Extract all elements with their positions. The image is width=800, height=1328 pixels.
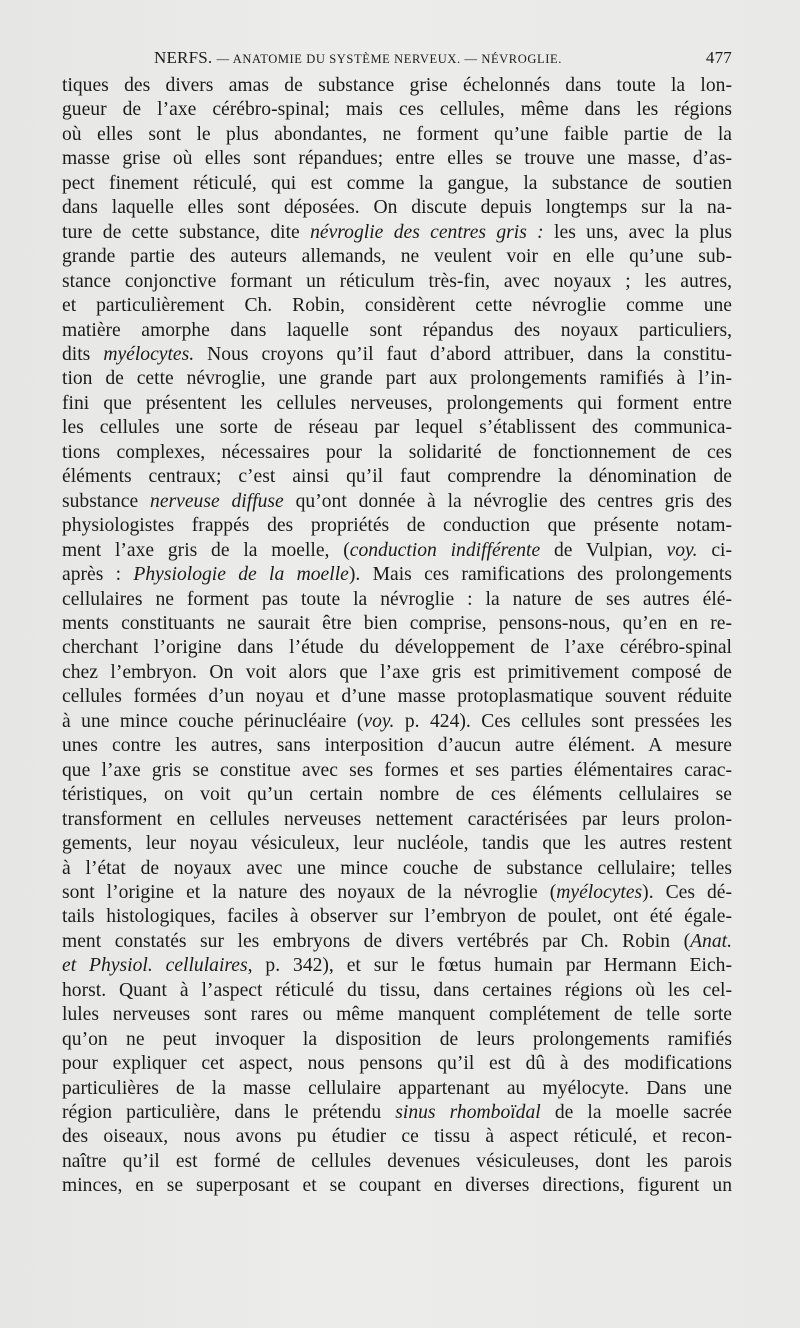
text-line [62,343,732,367]
text-line [62,392,732,416]
text-segment: et particulièrement Ch. Robin, considèrent cette névroglie comme une [62,295,732,317]
text-line [62,979,732,1003]
running-title: NERFS. [154,48,213,67]
text-segment: à l’état de noyaux avec une mince couche de substance cellulaire; telles [62,857,732,879]
text-segment: cellules formées d’un noyau et d’une masse protoplasmatique souvent réduite [62,686,732,708]
text-segment: les cellules une sorte de réseau par lequel s’établissent des communica- [62,417,732,439]
text-line [62,881,732,905]
text-segment: minces, en se superposant et se coupant en diverses directions, figurent un [62,1175,732,1197]
text-segment: tion de cette névroglie, une grande part aux prolongements ramifiés à l’in- [62,368,732,390]
text-line [62,416,732,440]
running-head [154,48,562,68]
italic-text: voy. [666,539,698,561]
text-line [62,1150,732,1174]
running-subtitle: — ANATOMIE DU SYSTÈME NERVEUX. — NÉVROGLIE. [216,52,562,66]
text-segment: dits [62,343,104,365]
italic-text: névroglie des centres gris : [310,221,544,243]
text-line [62,1028,732,1052]
text-line [62,319,732,343]
text-line [62,74,732,98]
text-line [62,514,732,538]
text-segment: masse grise où elles sont répandues; entre elles se trouve une masse, d’as- [62,148,732,170]
text-segment: , p. 342), et sur le fœtus humain par Hermann Eich- [247,955,732,977]
text-line [62,832,732,856]
text-segment: Nous croyons qu’il faut d’abord attribuer, dans la constitu- [194,343,732,365]
text-segment: p. 424). Ces cellules sont pressées les [394,710,732,732]
italic-text: voy. [363,710,395,732]
text-segment: fini que présentent les cellules nerveuses, prolongements qui forment entre [62,392,732,414]
text-segment: matière amorphe dans laquelle sont répandus des noyaux particuliers, [62,319,732,341]
text-segment: des oiseaux, nous avons pu étudier ce tissu à aspect réticulé, et recon- [62,1126,732,1148]
text-line [62,1125,732,1149]
text-segment: où elles sont le plus abondantes, ne forment qu’une faible partie de la [62,123,732,145]
body-text [62,74,732,1199]
text-segment: ment l’axe gris de la moelle, ( [62,539,350,561]
italic-text: myélocytes [556,881,643,903]
text-line [62,221,732,245]
text-segment: ture de cette substance, dite [62,221,311,243]
text-line [62,588,732,612]
text-segment: à une mince couche périnucléaire ( [62,710,364,732]
text-line [62,465,732,489]
text-line [62,734,732,758]
text-segment: sont l’origine et la nature des noyaux de la névroglie ( [62,881,557,903]
text-segment: de Vulpian, [540,539,667,561]
text-segment: pect finement réticulé, qui est comme la gangue, la substance de soutien [62,172,732,194]
text-segment: cellulaires ne forment pas toute la névroglie : la nature de ses autres élé- [62,588,732,610]
text-segment: lules nerveuses sont rares ou même manquent complétement de telle sorte [62,1004,732,1026]
text-line [62,123,732,147]
text-line [62,172,732,196]
text-segment: qu’on ne peut invoquer la disposition de leurs prolongements ramifiés [62,1028,732,1050]
text-segment: après : [62,564,134,586]
text-segment: substance [62,490,151,512]
text-segment: ). Ces dé- [642,881,732,903]
text-segment: éléments centraux; c’est ainsi qu’il faut comprendre la dénomination de [62,466,732,488]
text-line [62,710,732,734]
text-segment: région particulière, dans le prétendu [62,1102,396,1124]
text-segment: horst. Quant à l’aspect réticulé du tissu, dans certaines régions où les cel- [62,979,732,1001]
text-line [62,98,732,122]
text-line [62,1077,732,1101]
text-line [62,1052,732,1076]
italic-text: conduction indifférente [349,539,541,561]
text-segment: tiques des divers amas de substance grise échelonnés dans toute la lon- [62,75,732,96]
text-segment: physiologistes frappés des propriétés de conduction que présente notam- [62,515,732,537]
text-line [62,612,732,636]
text-line [62,441,732,465]
text-segment: que l’axe gris se constitue avec ses formes et ses parties élémentaires carac- [62,759,732,781]
text-segment: gueur de l’axe cérébro-spinal; mais ces cellules, même dans les régions [62,99,732,121]
text-line [62,294,732,318]
text-segment: transforment en cellules nerveuses nettement caractérisées par leurs prolon- [62,808,732,830]
text-line [62,196,732,220]
text-segment: ci- [697,539,732,561]
text-segment: téristiques, on voit qu’un certain nombre de ces éléments cellulaires se [62,784,732,806]
text-line [62,147,732,171]
text-line [62,1003,732,1027]
text-segment: grande partie des auteurs allemands, ne veulent voir en elle qu’une sub- [62,246,732,268]
text-line [62,539,732,563]
text-segment: qu’ont donnée à la névroglie des centres gris des [283,490,733,512]
text-segment: naître qu’il est formé de cellules devenues vésiculeuses, dont les parois [62,1150,732,1172]
italic-text: et Physiol. cellulaires [62,955,248,977]
text-line [62,685,732,709]
text-segment: de la moelle sacrée [540,1102,733,1124]
text-line [62,636,732,660]
text-segment: dans laquelle elles sont déposées. On discute depuis longtemps sur la na- [62,197,732,219]
text-segment: gements, leur noyau vésiculeux, leur nucléole, tandis que les autres restent [62,833,732,855]
text-segment: les uns, avec la plus [543,221,732,243]
text-line [62,367,732,391]
text-segment: ments constituants ne saurait être bien comprise, pensons-nous, qu’en en re- [62,612,732,634]
running-header [62,48,732,74]
text-line [62,245,732,269]
italic-text: Anat. [690,930,732,952]
text-line [62,808,732,832]
text-segment: pour expliquer cet aspect, nous pensons qu’il est dû à des modifications [62,1053,732,1075]
text-segment: tions complexes, nécessaires pour la solidarité de fonctionnement de ces [62,441,732,463]
italic-text: myélocytes. [103,343,195,365]
text-line [62,563,732,587]
page-number: 477 [705,48,732,67]
text-line [62,857,732,881]
text-segment: chez l’embryon. On voit alors que l’axe gris est primitivement composé de [62,661,732,683]
text-segment: cherchant l’origine dans l’étude du développement de l’axe cérébro-spinal [62,637,732,659]
text-segment: ment constatés sur les embryons de divers vertébrés par Ch. Robin ( [62,930,691,952]
text-segment: ). Mais ces ramifications des prolongements [348,564,732,586]
text-segment: unes contre les autres, sans interposition d’aucun autre élément. A mesure [62,735,732,757]
text-line [62,1101,732,1125]
italic-text: nerveuse diffuse [150,490,284,512]
text-segment: particulières de la masse cellulaire appartenant au myélocyte. Dans une [62,1077,732,1099]
text-line [62,270,732,294]
text-segment: tails histologiques, faciles à observer sur l’embryon de poulet, ont été égale- [62,906,732,928]
text-line [62,783,732,807]
text-line [62,759,732,783]
text-line [62,490,732,514]
text-line [62,905,732,929]
text-line [62,661,732,685]
italic-text: sinus rhomboïdal [395,1102,541,1124]
text-line [62,930,732,954]
italic-text: Physiologie de la moelle [133,564,349,586]
text-segment: stance conjonctive formant un réticulum très-fin, avec noyaux ; les autres, [62,270,732,292]
text-line [62,954,732,978]
text-line [62,1174,732,1198]
